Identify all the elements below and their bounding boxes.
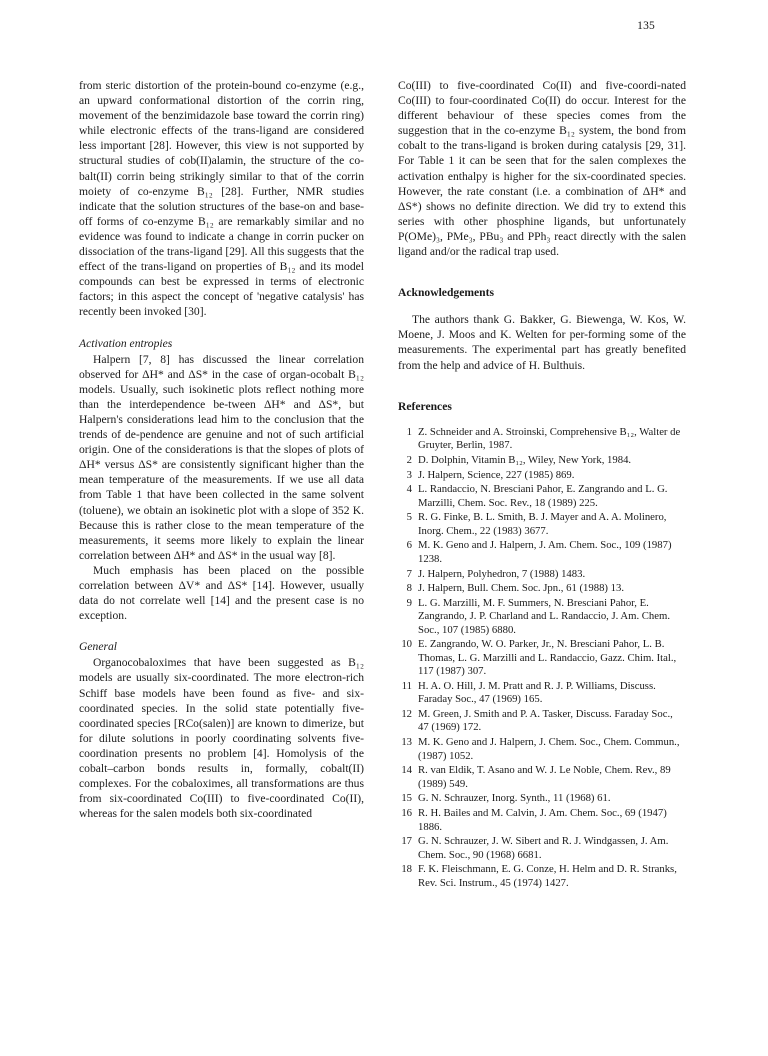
reference-text: M. K. Geno and J. Halpern, J. Chem. Soc., Chem. Commun., (1987) 1052. [418,736,680,762]
left-paragraph-2: Halpern [7, 8] has discussed the linear correlation observed for ΔH* and ΔS* in the case of organ-ocobalt B₁₂ models. Usually, such isokinetic plots reflect nothing more than the interdependence be-tween ΔH* and ΔS*, but Halpern's considerations lead him to the conclusion that the trends of de-pendence are genuine and not of such artificial origin. One of the considerations is that the slopes of plots of ΔH* versus ΔS* are consistently significant higher than the mean temperature of the measurements. If we use all data from Table 1 that have been collected in the same solvent (toluene), we obtain an isokinetic plot with a slope of 352 K. Because this is rather close to the mean temperature of the measurements, it seems more likely to explain the linear correlation between ΔH* and ΔS* in the usual way [8]. [79,352,364,562]
reference-text: F. K. Fleischmann, E. G. Conze, H. Helm and D. R. Stranks, Rev. Sci. Instrum., 45 (1974) 1427. [418,863,677,889]
reference-number: 11 [401,679,412,692]
reference-number: 12 [401,708,412,721]
reference-number: 9 [406,596,412,609]
reference-number: 13 [401,736,412,749]
reference-number: 10 [401,638,412,651]
reference-item [398,582,686,595]
reference-number: 8 [406,582,412,595]
reference-number: 4 [406,483,412,496]
reference-item [398,483,686,510]
heading-activation-entropies: Activation entropies [79,336,173,350]
reference-number: 1 [406,425,412,438]
reference-number: 5 [406,511,412,524]
reference-text: M. Green, J. Smith and P. A. Tasker, Discuss. Faraday Soc., 47 (1969) 172. [418,708,673,734]
reference-item [398,454,686,467]
reference-item [398,807,686,834]
reference-item [398,568,686,581]
reference-text: H. A. O. Hill, J. M. Pratt and R. J. P. Williams, Discuss. Faraday Soc., 47 (1969) 165. [418,679,656,706]
reference-text: J. Halpern, Bull. Chem. Soc. Jpn., 61 (1988) 13. [418,582,625,595]
reference-number: 6 [406,539,412,552]
reference-item [398,736,686,763]
left-paragraph-4: Organocobaloximes that have been suggested as B₁₂ models are usually six-coordinated. The more electron-rich Schiff base models have been found as five- and six-coordinated species. In the solid state potentially five-coordinated species [RCo(salen)] are known to dimerize, but for dilute solutions in poorly coordinating solvents five-coordination presents no problem [4]. Homolysis of the cobalt–carbon bonds results in, formally, cobalt(II) complexes. For the cobaloximes, all transformations are thus from six-coordinated Co(III) to five-coordinated Co(II), whereas for the salen models both six-coordinated [79,656,364,821]
reference-item [398,708,686,735]
heading-references: References [398,399,452,413]
reference-number: 3 [406,468,412,481]
reference-item [398,426,686,453]
reference-text: R. van Eldik, T. Asano and W. J. Le Noble, Chem. Rev., 89 (1989) 549. [418,764,671,790]
reference-item [398,539,686,566]
reference-item [398,792,686,805]
reference-text: L. G. Marzilli, M. F. Summers, N. Bresciani Pahor, E. Zangrando, J. P. Charland and L. Randaccio, J. Am. Chem. Soc., 107 (1985) 6880. [418,596,670,636]
right-column [398,78,686,891]
left-paragraph-1: from steric distortion of the protein-bound co-enzyme (e.g., an upward conformational distortion of the corrin ring, movement of the benzimidazole base toward the corrin ring) while electronic effects of the trans-ligand are considered less important [28]. However, this view is not supported by structural studies of cob(II)alamin, the structure of the co-balt(II) corrin being strikingly similar to that of the corrin moiety of co-enzyme B₁₂ [28]. Further, NMR studies indicate that the solution structures of the base-on and base-off forms of co-enzyme B₁₂ are remarkably similar and no evidence was found to indicate a change in corrin pucker on dissociation of the trans-ligand [29]. All this suggests that the effect of the trans-ligand on properties of B₁₂ and its model compounds can best be expressed in terms of electronic factors; in this aspect the concept of 'negative catalysis' has recently been invoked [30]. [79,79,364,319]
reference-item [398,835,686,862]
reference-text: E. Zangrando, W. O. Parker, Jr., N. Bresciani Pahor, L. B. Thomas, L. G. Marzilli and L. Randaccio, Gazz. Chim. Ital., 117 (1987) 307. [418,638,677,678]
page-number: 135 [637,20,655,32]
reference-number: 15 [401,792,412,805]
reference-list [398,426,686,890]
reference-number: 16 [401,807,412,820]
reference-number: 14 [401,764,412,777]
reference-text: Z. Schneider and A. Stroinski, Comprehensive B₁₂, Walter de Gruyter, Berlin, 1987. [418,425,681,452]
reference-number: 2 [406,453,412,466]
reference-text: J. Halpern, Science, 227 (1985) 869. [418,468,575,481]
heading-general: General [79,640,117,654]
reference-text: L. Randaccio, N. Bresciani Pahor, E. Zangrando and L. G. Marzilli, Chem. Soc. Rev., 18 (1989) 225. [418,483,668,509]
reference-text: G. N. Schrauzer, J. W. Sibert and R. J. Windgassen, J. Am. Chem. Soc., 90 (1968) 6681. [418,835,669,861]
reference-number: 17 [401,835,412,848]
reference-text: R. G. Finke, B. L. Smith, B. J. Mayer and A. A. Molinero, Inorg. Chem., 22 (1983) 3677. [418,511,667,537]
reference-number: 7 [406,567,412,580]
reference-item [398,469,686,482]
reference-text: D. Dolphin, Vitamin B₁₂, Wiley, New York, 1984. [418,453,632,466]
reference-item [398,597,686,637]
reference-item [398,764,686,791]
left-column [79,78,364,821]
reference-item [398,863,686,890]
reference-text: M. K. Geno and J. Halpern, J. Am. Chem. Soc., 109 (1987) 1238. [418,539,672,565]
reference-text: J. Halpern, Polyhedron, 7 (1988) 1483. [418,567,586,580]
reference-item [398,680,686,707]
heading-acknowledgements: Acknowledgements [398,286,494,300]
reference-text: G. N. Schrauzer, Inorg. Synth., 11 (1968) 61. [418,792,611,805]
left-paragraph-3: Much emphasis has been placed on the possible correlation between ΔV* and ΔS* [14]. However, usually data do not correlate well [14] and the present case is no exception. [79,563,364,623]
acknowledgements-text: The authors thank G. Bakker, G. Biewenga, W. Kos, W. Moene, J. Moos and K. Welten for per-forming some of the measurements. The experimental part has greatly benefited from the help and advice of H. Bulthuis. [398,313,686,372]
reference-item [398,638,686,678]
reference-item [398,511,686,538]
reference-text: R. H. Bailes and M. Calvin, J. Am. Chem. Soc., 69 (1947) 1886. [418,807,667,833]
right-paragraph-1: Co(III) to five-coordinated Co(II) and five-coordi-nated Co(III) to four-coordinated Co(II) do occur. Interest for the different behaviour of these species comes from the suggestion that in the co-enzyme B₁₂ system, the bond from cobalt to the trans-ligand is broken during catalysis [29, 31]. For Table 1 it can be seen that for the salen complexes the activation enthalpy is higher for the six-coordinated species. However, the rate constant (i.e. a combination of ΔH* and ΔS*) shows no definite direction. We did try to extend this series with other phosphine ligands, but unfortunately P(OMe)₃, PMe₃, PBu₃ and PPh₃ react directly with the salen ligand and/or the radical trap used. [398,79,686,259]
reference-number: 18 [401,863,412,876]
